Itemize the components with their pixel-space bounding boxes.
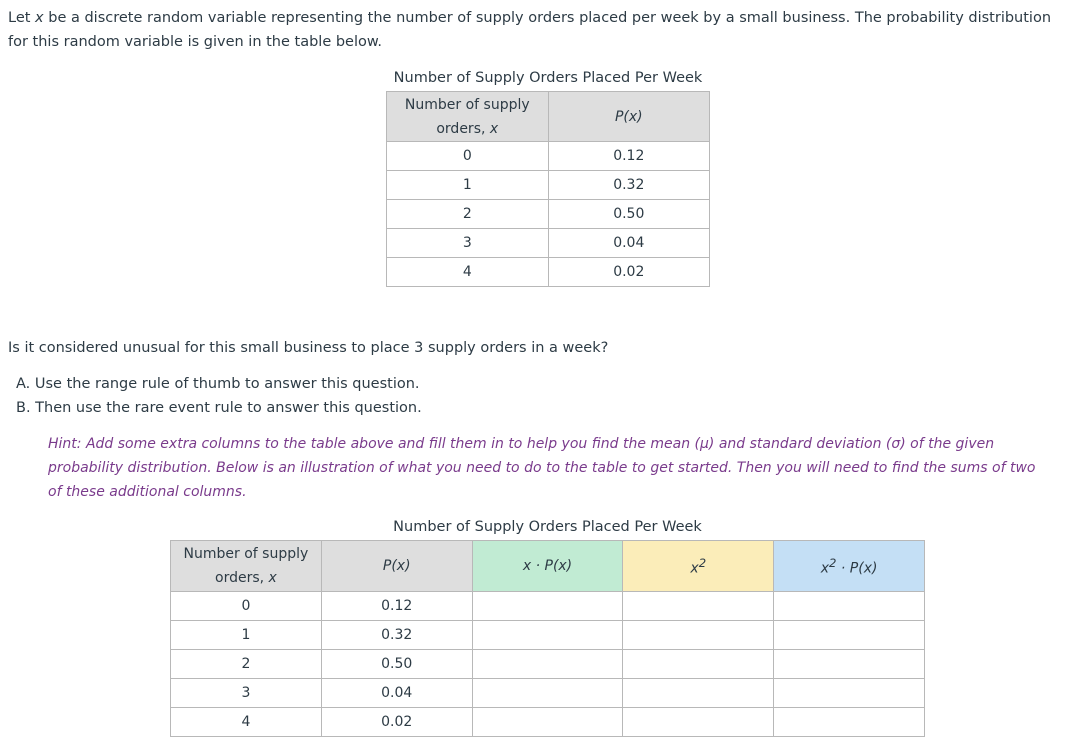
table2-cell-x: 3 [171,679,322,708]
table1-cell-p: 0.12 [548,142,709,171]
table2-cell-xp [472,592,623,621]
table1-cell-x: 3 [387,229,549,258]
table-row [171,592,925,621]
table1-header-p: P(x) [548,92,709,142]
table2-cell-xp [472,650,623,679]
table-row [171,679,925,708]
part-a: A. Use the range rule of thumb to answer this question. [16,376,420,392]
table1-caption: Number of Supply Orders Placed Per Week [393,70,703,86]
table2-cell-xp [472,679,623,708]
table2-cell-x2p [774,592,925,621]
table2-cell-x: 0 [171,592,322,621]
table1-cell-x: 2 [387,200,549,229]
table2-cell-p: 0.04 [321,679,472,708]
table2-cell-x2 [623,592,774,621]
table2-header-x [171,541,322,592]
table2-cell-x2p [774,621,925,650]
table-row [171,650,925,679]
table1-header-x-text: Number of supply orders, [404,96,530,137]
hint-text [48,432,1048,504]
table2-cell-p: 0.50 [321,650,472,679]
table2-header-x2-base: x [690,560,699,577]
extended-probability-table [170,540,925,737]
table2-cell-x2 [623,679,774,708]
table2-cell-x2p [774,708,925,737]
table-row [387,258,710,287]
table1-cell-p: 0.04 [548,229,709,258]
table2-cell-x2 [623,650,774,679]
problem-intro [8,6,1063,54]
table1-cell-p: 0.32 [548,171,709,200]
table-row [387,200,710,229]
table2-cell-xp [472,708,623,737]
table2-header-x-text: Number of supply orders, [183,546,309,586]
table1-cell-x: 1 [387,171,549,200]
table2-caption: Number of Supply Orders Placed Per Week [393,519,702,535]
table-row [387,171,710,200]
intro-text-1: Let [8,10,36,26]
table1-header-x-var: x [489,120,499,137]
table2-cell-x2 [623,621,774,650]
table2-header-x2p-base: x [820,560,830,577]
table2-header-x2-sup: 2 [698,556,707,571]
table2-cell-p: 0.02 [321,708,472,737]
table2-header-x2p-rest: · P(x) [836,560,878,577]
table-row [171,708,925,737]
intro-variable: x [35,10,44,26]
question-parts [16,372,422,420]
table1-cell-p: 0.02 [548,258,709,287]
table-row [171,621,925,650]
hint-body: : Add some extra columns to the table above and fill them in to help you find the mean (μ) and standard deviation (σ) of the given probability distribution. Below is an illustration of what you need to do to the table to get started. Then you will need to find the sums of two of these additional columns. [48,436,1036,500]
probability-table [386,91,710,287]
table2-header-x2p [774,541,925,592]
table2-header-x2 [623,541,774,592]
table2-cell-x2 [623,708,774,737]
table2-header-x-var: x [268,570,277,586]
table1-cell-x: 0 [387,142,549,171]
table2-cell-x2p [774,679,925,708]
table2-cell-x2p [774,650,925,679]
part-b: B. Then use the rare event rule to answer this question. [16,400,422,416]
table1-cell-x: 4 [387,258,549,287]
table2-header-xp: x · P(x) [472,541,623,592]
hint-label: Hint [48,436,77,452]
table1-header-x [387,92,549,142]
question-text: Is it considered unusual for this small business to place 3 supply orders in a week? [8,340,609,356]
table-row [387,142,710,171]
table2-cell-x: 2 [171,650,322,679]
table1-cell-p: 0.50 [548,200,709,229]
table2-header-p: P(x) [321,541,472,592]
table2-cell-x: 1 [171,621,322,650]
table2-cell-xp [472,621,623,650]
table2-cell-x: 4 [171,708,322,737]
table2-cell-p: 0.12 [321,592,472,621]
table2-header-x2p-sup: 2 [829,556,837,571]
intro-text-2: be a discrete random variable representing the number of supply orders placed per week by a small business. The probability distribution for this random variable is given in the table below. [8,10,1052,50]
table2-cell-p: 0.32 [321,621,472,650]
table-row [387,229,710,258]
